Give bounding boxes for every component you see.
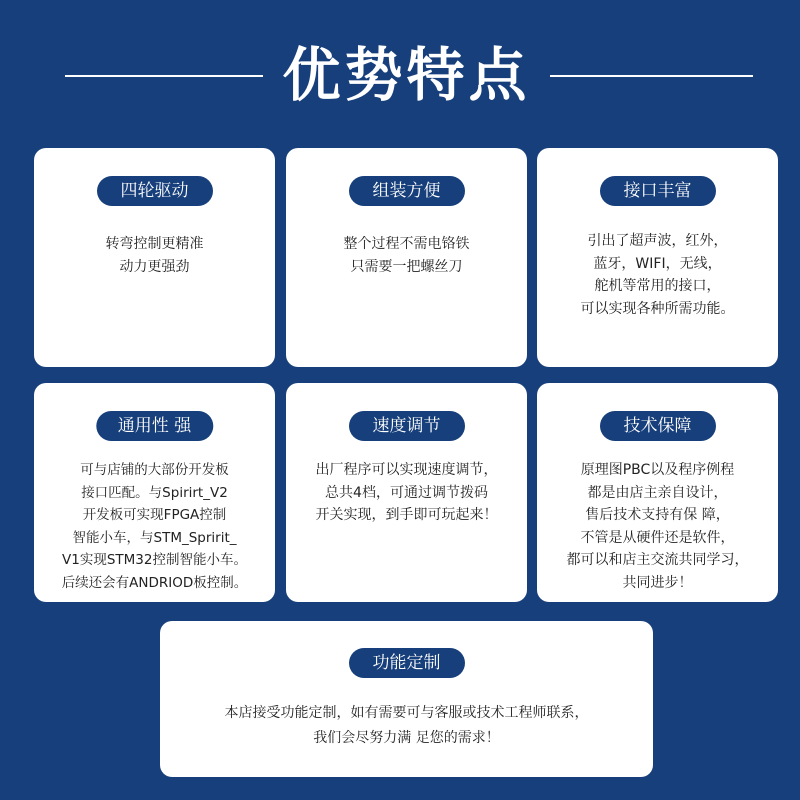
card-line: 不管是从硬件还是软件， bbox=[580, 529, 735, 546]
card-line: 可与店铺的大部份开发板 bbox=[80, 462, 229, 478]
card-description bbox=[545, 230, 770, 320]
card-line: 共同进步！ bbox=[622, 574, 693, 591]
card-line: 总共4档，可通过调节拨码 bbox=[325, 484, 488, 501]
card-badge: 速度调节 bbox=[349, 411, 465, 441]
card-line: 整个过程不需电铬铁 bbox=[343, 236, 470, 252]
card-description bbox=[545, 459, 770, 594]
card-badge: 四轮驱动 bbox=[97, 176, 213, 206]
card-description bbox=[38, 459, 271, 594]
card-line: 本店接受功能定制，如有需要可与客服或技术工程师联系， bbox=[224, 705, 589, 721]
header-divider-left bbox=[65, 75, 263, 77]
card-line: 后续还会有ANDRIOD板控制。 bbox=[61, 574, 248, 591]
card-description bbox=[294, 459, 519, 527]
card-line: 智能小车，与STM_Spririt_ bbox=[72, 529, 237, 546]
card-line: 舵机等常用的接口， bbox=[594, 278, 721, 294]
card-badge: 功能定制 bbox=[349, 648, 465, 678]
card-line: 开关实现，到手即可玩起来！ bbox=[315, 507, 498, 523]
card-line: 都可以和店主交流共同学习， bbox=[566, 552, 749, 568]
card-description bbox=[42, 233, 267, 278]
card-line: 原理图PBC以及程序例程 bbox=[580, 462, 735, 478]
feature-card-technical-support bbox=[537, 383, 778, 602]
card-line: 蓝牙，WIFI，无线， bbox=[593, 255, 722, 272]
feature-card-speed-adjustment bbox=[286, 383, 527, 602]
card-line: 接口匹配。与Spirirt_V2 bbox=[81, 484, 228, 501]
feature-card-compatibility bbox=[34, 383, 275, 602]
feature-card-easy-assembly bbox=[286, 148, 527, 367]
feature-card-customization bbox=[160, 621, 653, 777]
card-description bbox=[294, 233, 519, 278]
card-line: 开发板可实现FPGA控制 bbox=[82, 507, 227, 523]
card-badge: 组装方便 bbox=[349, 176, 465, 206]
card-line: 我们会尽努力满 足您的需求！ bbox=[313, 730, 500, 746]
card-description bbox=[168, 701, 645, 751]
feature-card-rich-interfaces bbox=[537, 148, 778, 367]
card-line: 都是由店主亲自设计， bbox=[587, 484, 728, 501]
card-line: 引出了超声波，红外， bbox=[587, 233, 728, 249]
card-line: 只需要一把螺丝刀 bbox=[350, 258, 463, 275]
page-title: 优势特点 bbox=[282, 41, 531, 109]
card-badge: 技术保障 bbox=[600, 411, 716, 441]
card-line: 转弯控制更精准 bbox=[105, 236, 204, 252]
header bbox=[0, 30, 800, 120]
header-divider-right bbox=[550, 75, 753, 77]
card-line: 动力更强劲 bbox=[119, 258, 190, 275]
card-line: 可以实现各种所需功能。 bbox=[580, 300, 735, 317]
card-line: 出厂程序可以实现速度调节， bbox=[315, 462, 498, 478]
card-line: 售后技术支持有保 障， bbox=[585, 507, 730, 523]
card-badge: 接口丰富 bbox=[600, 176, 716, 206]
card-line: V1实现STM32控制智能小车。 bbox=[62, 552, 247, 568]
feature-card-four-wheel-drive bbox=[34, 148, 275, 367]
card-badge: 通用性 强 bbox=[96, 411, 213, 441]
